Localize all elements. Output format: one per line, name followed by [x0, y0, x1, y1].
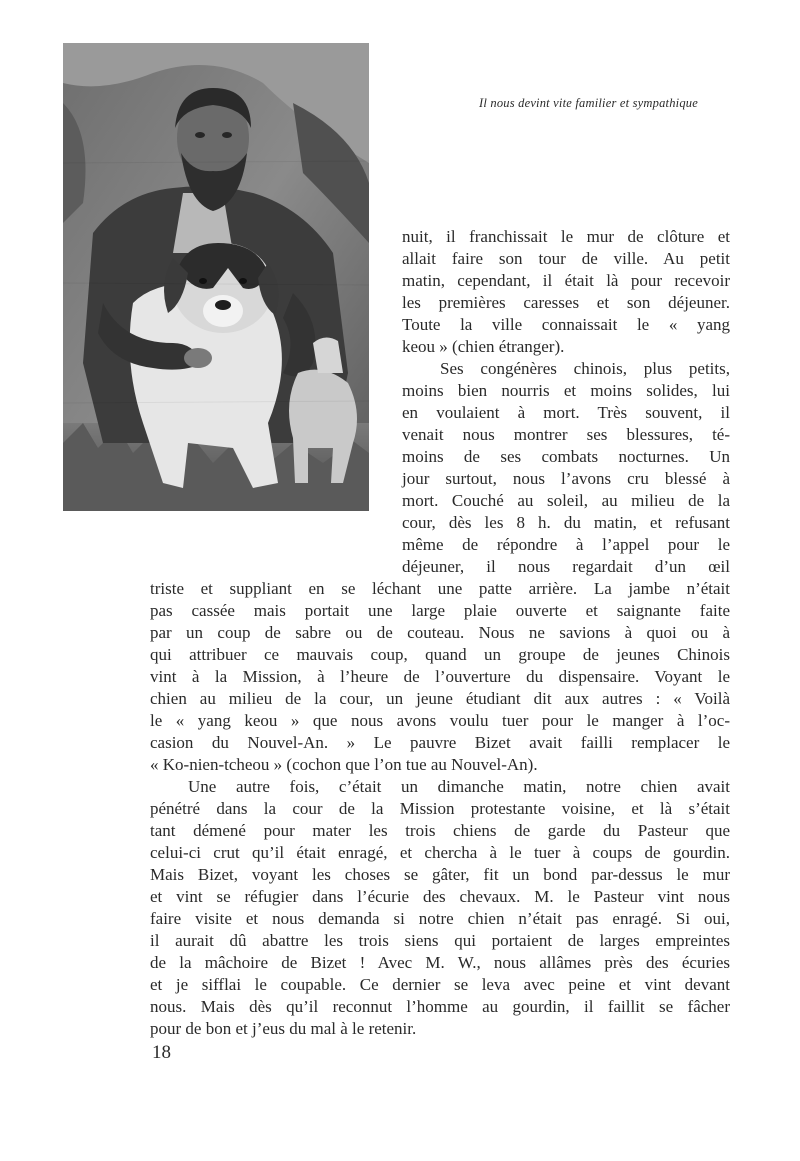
text-line: chien au milieu de la cour, un jeune étudiant dit aux autres : « Voilà — [150, 689, 730, 708]
text-line: Mais Bizet, voyant les choses se gâter, fit un bond par-dessus le mur — [150, 865, 730, 884]
photograph — [63, 43, 369, 511]
text-line: matin, cependant, il était là pour recevoir — [402, 271, 730, 290]
text-line: pas cassée mais portait une large plaie ouverte et saignante faite — [150, 601, 730, 620]
text-line: déjeuner, il nous regardait d’un œil — [402, 557, 730, 576]
text-line: faire visite et nous demanda si notre chien n’était pas enragé. Si oui, — [150, 909, 730, 928]
text-line: cour, dès les 8 h. du matin, et refusant — [402, 513, 730, 532]
text-line: allait faire son tour de ville. Au petit — [402, 249, 730, 268]
text-line: pour de bon et j’eus du mal à le retenir. — [150, 1019, 417, 1038]
text-line: pénétré dans la cour de la Mission protestante voisine, et là s’était — [150, 799, 730, 818]
text-line: et je sifflai le coupable. Ce dernier se leva avec peine et vint devant — [150, 975, 730, 994]
text-line: il aurait dû abattre les trois siens qui portaient de larges empreintes — [150, 931, 730, 950]
text-line: Ses congénères chinois, plus petits, — [440, 359, 730, 378]
text-line: de la mâchoire de Bizet ! Avec M. W., nous allâmes près des écuries — [150, 953, 730, 972]
text-line: le « yang keou » que nous avons voulu tuer pour le manger à l’oc- — [150, 711, 730, 730]
text-line: Une autre fois, c’était un dimanche matin, notre chien avait — [188, 777, 730, 796]
text-line: moins bien nourris et moins solides, lui — [402, 381, 730, 400]
text-line: et vint se réfugier dans l’écurie des chevaux. M. le Pasteur vint nous — [150, 887, 730, 906]
text-line: mort. Couché au soleil, au milieu de la — [402, 491, 730, 510]
text-line: vint à la Mission, à l’heure de l’ouverture du dispensaire. Voyant le — [150, 667, 730, 686]
text-line: moins de ses combats nocturnes. Un — [402, 447, 730, 466]
text-line: casion du Nouvel-An. » Le pauvre Bizet avait failli remplacer le — [150, 733, 730, 752]
text-line: par un coup de sabre ou de couteau. Nous ne savions à quoi ou à — [150, 623, 730, 642]
text-line: même de répondre à l’appel pour le — [402, 535, 730, 554]
photo-caption: Il nous devint vite familier et sympathique — [479, 96, 698, 110]
text-line: triste et suppliant en se léchant une patte arrière. La jambe n’était — [150, 579, 730, 598]
text-line: keou » (chien étranger). — [402, 337, 565, 356]
text-line: tant démené pour mater les trois chiens de garde du Pasteur que — [150, 821, 730, 840]
text-line: en voulaient à mort. Très souvent, il — [402, 403, 730, 422]
text-line: nous. Mais dès qu’il reconnut l’homme au gourdin, il faillit se fâcher — [150, 997, 730, 1016]
text-line: Toute la ville connaissait le « yang — [402, 315, 730, 334]
text-line: les premières caresses et son déjeuner. — [402, 293, 730, 312]
page-number: 18 — [152, 1042, 171, 1063]
text-line: « Ko-nien-tcheou » (cochon que l’on tue au Nouvel-An). — [150, 755, 538, 774]
text-line: venait nous montrer ses blessures, té- — [402, 425, 730, 444]
text-line: qui attribuer ce mauvais coup, quand un groupe de jeunes Chinois — [150, 645, 730, 664]
text-line: celui-ci crut qu’il était enragé, et chercha à le tuer à coups de gourdin. — [150, 843, 730, 862]
text-line: nuit, il franchissait le mur de clôture et — [402, 227, 730, 246]
text-line: jour surtout, nous l’avons cru blessé à — [402, 469, 730, 488]
